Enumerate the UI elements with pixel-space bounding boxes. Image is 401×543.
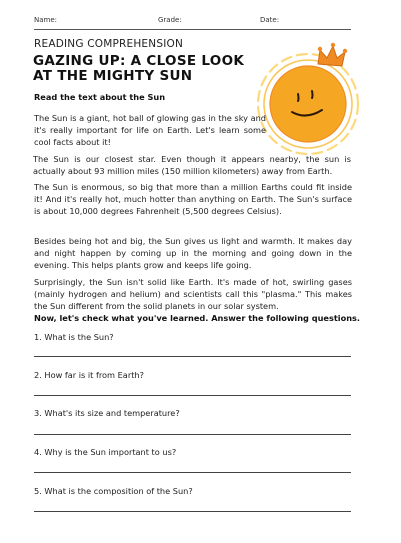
paragraph-3: The Sun is enormous, so big that more than a million Earths could fit inside it! And it's really hot, much hotter than anything on Earth. The Sun's surface is about 10,000 degrees Fahrenheit (5,500 degrees Celsius). xyxy=(34,182,352,217)
sun-illustration xyxy=(248,36,373,161)
question-4: 4. Why is the Sun important to us? xyxy=(34,447,177,457)
name-label: Name: xyxy=(34,16,58,24)
worksheet-header xyxy=(34,16,351,28)
answer-line-4[interactable] xyxy=(34,472,351,473)
paragraph-1: The Sun is a giant, hot ball of glowing gas in the sky and it's really important for life on Earth. Let's learn some cool facts about it! xyxy=(34,113,266,148)
question-3: 3. What's its size and temperature? xyxy=(34,408,180,418)
page-subtitle: READING COMPREHENSION xyxy=(34,38,184,50)
question-5: 5. What is the composition of the Sun? xyxy=(34,486,193,496)
questions-heading: Now, let's check what you've learned. Answer the following questions. xyxy=(34,313,361,323)
question-2: 2. How far is it from Earth? xyxy=(34,370,144,380)
answer-line-2[interactable] xyxy=(34,395,351,396)
header-rule xyxy=(34,29,351,30)
paragraph-5: Surprisingly, the Sun isn't solid like Earth. It's made of hot, swirling gases (mainly hydrogen and helium) and scientists call this "plasma." This makes the Sun different from the solid planets in our solar system. xyxy=(34,277,352,312)
paragraph-2: The Sun is our closest star. Even though it appears nearby, the sun is actually about 93 million miles (150 million kilometers) away from Earth. xyxy=(33,154,351,177)
answer-line-3[interactable] xyxy=(34,434,351,435)
date-label: Date: xyxy=(260,16,280,24)
crown-icon xyxy=(318,43,347,66)
answer-line-5[interactable] xyxy=(34,511,351,512)
reading-instruction: Read the text about the Sun xyxy=(34,92,166,102)
paragraph-4: Besides being hot and big, the Sun gives us light and warmth. It makes day and night happen by coming up in the morning and going down in the evening. This helps plants grow and keeps life going. xyxy=(34,236,352,271)
grade-label: Grade: xyxy=(158,16,182,24)
question-1: 1. What is the Sun? xyxy=(34,332,114,342)
page-title: GAZING UP: A CLOSE LOOK AT THE MIGHTY SUN xyxy=(33,53,245,84)
answer-line-1[interactable] xyxy=(34,356,351,357)
